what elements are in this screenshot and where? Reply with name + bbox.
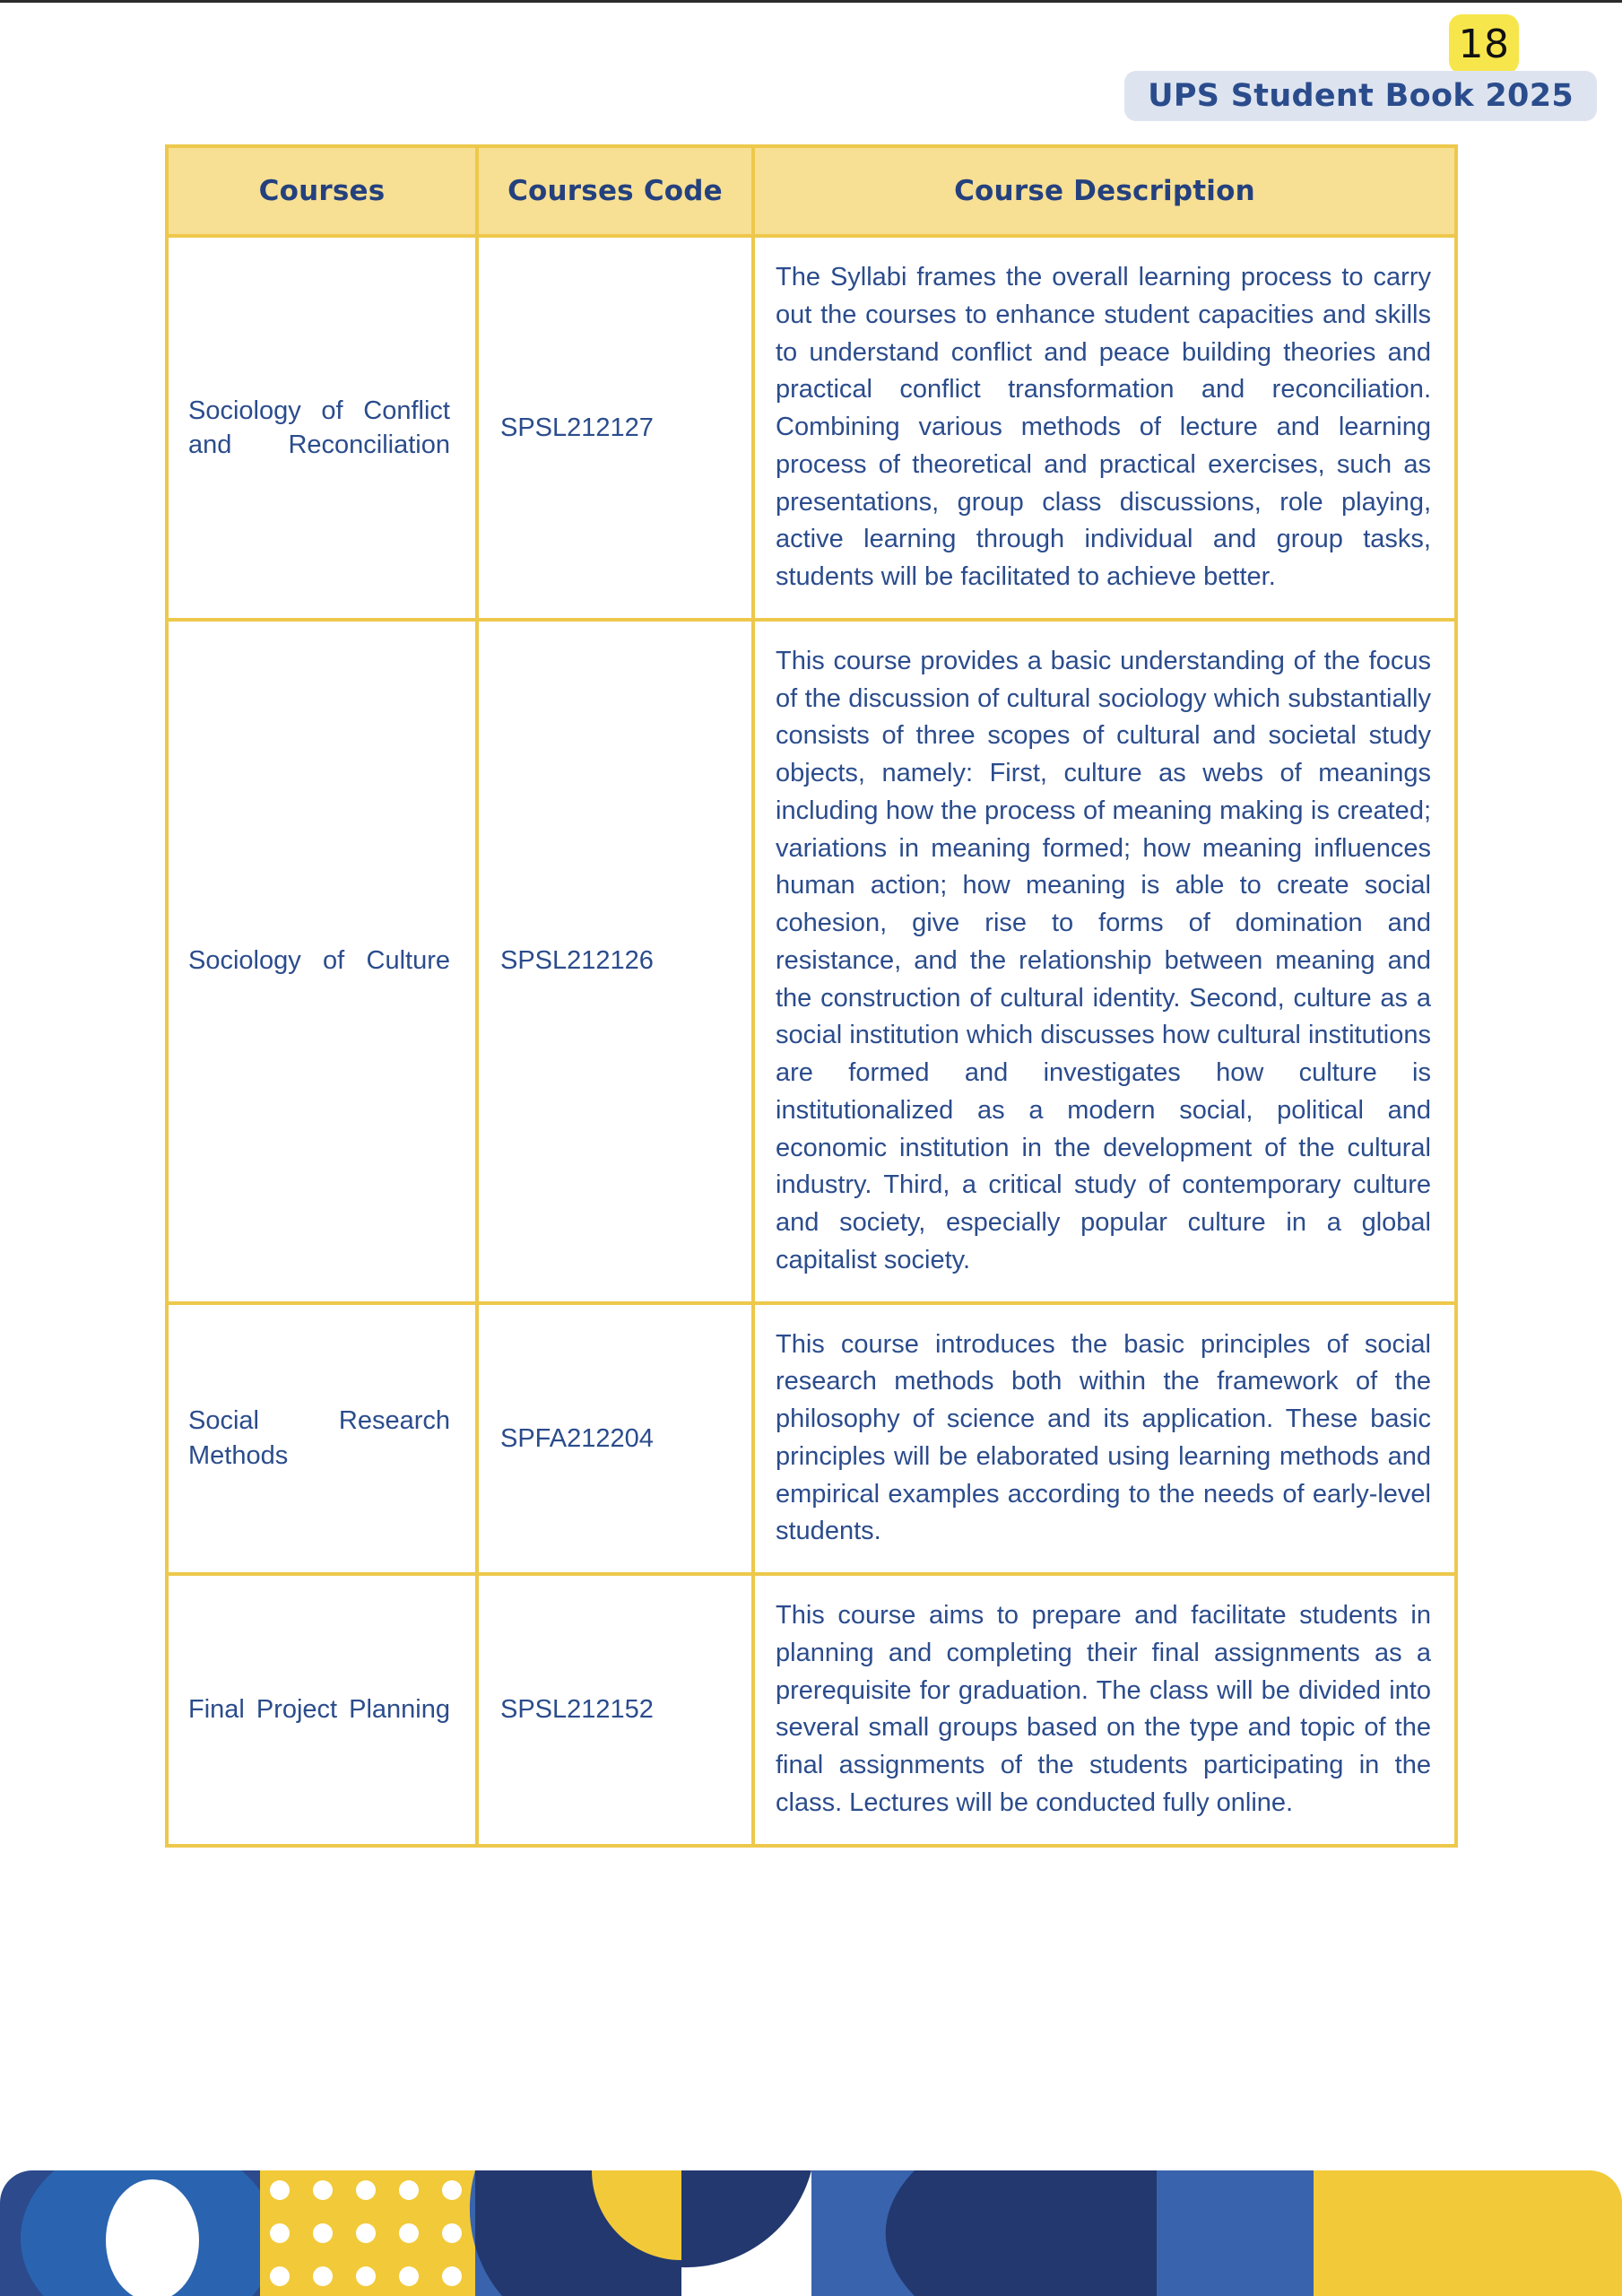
footer-navy-block [915,2170,1049,2296]
course-name-cell: Sociology of Conflict and Reconciliation [167,236,477,620]
page-number-badge: 18 [1449,14,1519,74]
page-header [1104,3,1606,137]
course-description-cell: This course provides a basic understanding of the focus of the discussion of cultural sociology which substantially consists of three scopes of cultural and societal study objects, namely: First, culture as webs of meanings including how the process of meaning making is created; variations in meaning formed; how meaning influences human action; how meaning is able to create social cohesion, give rise to forms of domination and resistance, and the relationship between meaning and the construction of cultural identity. Second, culture as a social institution which discusses how cultural institutions are formed and investigates how culture is institutionalized as a modern social, political and economic institution in the development of the cultural industry. Third, a critical study of contemporary culture and society, especially popular culture in a global capitalist society. [753,620,1456,1303]
course-name-cell: Social Research Methods [167,1303,477,1575]
course-description-cell: The Syllabi frames the overall learning process to carry out the courses to enhance student capacities and skills to understand conflict and peace building theories and practical conflict transformation and reconciliation. Combining various methods of lecture and learning process of theoretical and practical exercises, such as presentations, group class discussions, role playing, active learning through individual and group tasks, students will be facilitated to achieve better. [753,236,1456,620]
course-name-cell: Sociology of Culture [167,620,477,1303]
course-description-cell: This course introduces the basic principles of social research methods both within the framework of the philosophy of science and its application. These basic principles will be elaborated using learning methods and empirical examples according to the needs of early-level students. [753,1303,1456,1575]
courses-table [165,144,1458,1848]
courses-table-head [167,146,1456,236]
course-code-cell: SPFA212204 [477,1303,753,1575]
table-row [167,620,1456,1303]
course-name-cell: Final Project Planning [167,1574,477,1846]
footer-panel-yellow-right [1314,2170,1622,2296]
footer-dot-grid [260,2170,475,2296]
table-row [167,236,1456,620]
table-row [167,1574,1456,1846]
column-header-description: Course Description [753,146,1456,236]
table-row [167,1303,1456,1575]
book-title-pill: UPS Student Book 2025 [1124,71,1597,121]
courses-table-body [167,236,1456,1846]
footer-white-circle [106,2179,199,2296]
column-header-courses-code: Courses Code [477,146,753,236]
column-header-courses: Courses [167,146,477,236]
course-description-cell: This course aims to prepare and facilitate students in planning and completing their final assignments as a prerequisite for graduation. The class will be divided into several small groups based on the type and topic of the final assignments of the students participating in the class. Lectures will be conducted fully online. [753,1574,1456,1846]
footer-decoration [0,2170,1622,2296]
course-code-cell: SPSL212126 [477,620,753,1303]
table-header-row [167,146,1456,236]
footer-geometric-banner [0,2170,1622,2296]
course-code-cell: SPSL212127 [477,236,753,620]
course-code-cell: SPSL212152 [477,1574,753,1846]
